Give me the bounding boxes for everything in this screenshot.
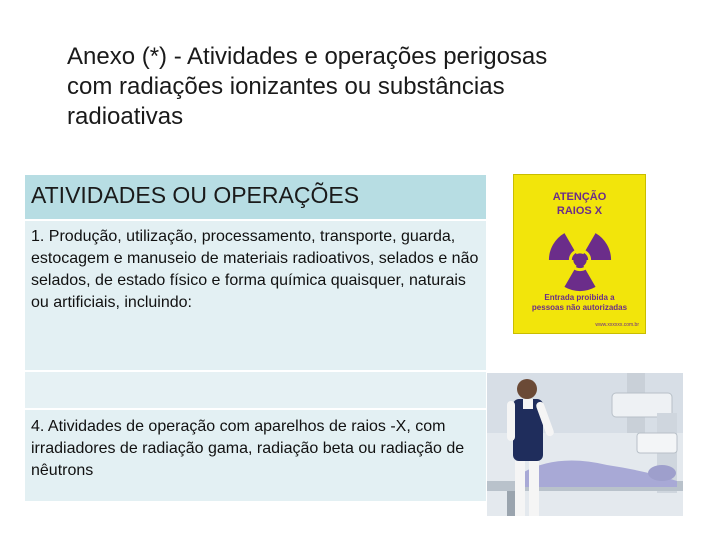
sign-line-2: RAIOS X [556,205,603,217]
sign-small-text: www.xxxxxx.com.br [595,322,639,328]
xray-room-photo [487,373,683,516]
table-row-1: 1. Produção, utilização, processamento, transporte, guarda, estocagem e manuseio de materiais radioativos, selados e não selados, de estado físico e forma química quaisquer, naturais ou artificiais, incluindo: [25,221,486,372]
title-line-2: com radiações ionizantes ou substâncias [67,73,505,100]
table-row-3: 4. Atividades de operação com aparelhos de raios -X, com irradiadores de radiação gama, radiação beta ou radiação de nêutrons [25,410,486,503]
sign-line-1: ATENÇÃO [552,191,607,203]
title-line-1: Anexo (*) - Atividades e operações perigosas [67,43,548,70]
table-header: ATIVIDADES OU OPERAÇÕES [25,175,486,221]
sign-note-1: Entrada proibida a [544,293,615,302]
radiation-warning-sign [513,174,646,334]
title-line-3: radioativas [67,103,184,130]
xray-room-illustration [487,373,683,516]
page-title [67,42,667,132]
sign-note-2: pessoas não autorizadas [531,303,628,312]
activities-table [25,175,486,503]
table-row-2 [25,372,486,410]
radiation-trefoil-icon [543,223,617,297]
